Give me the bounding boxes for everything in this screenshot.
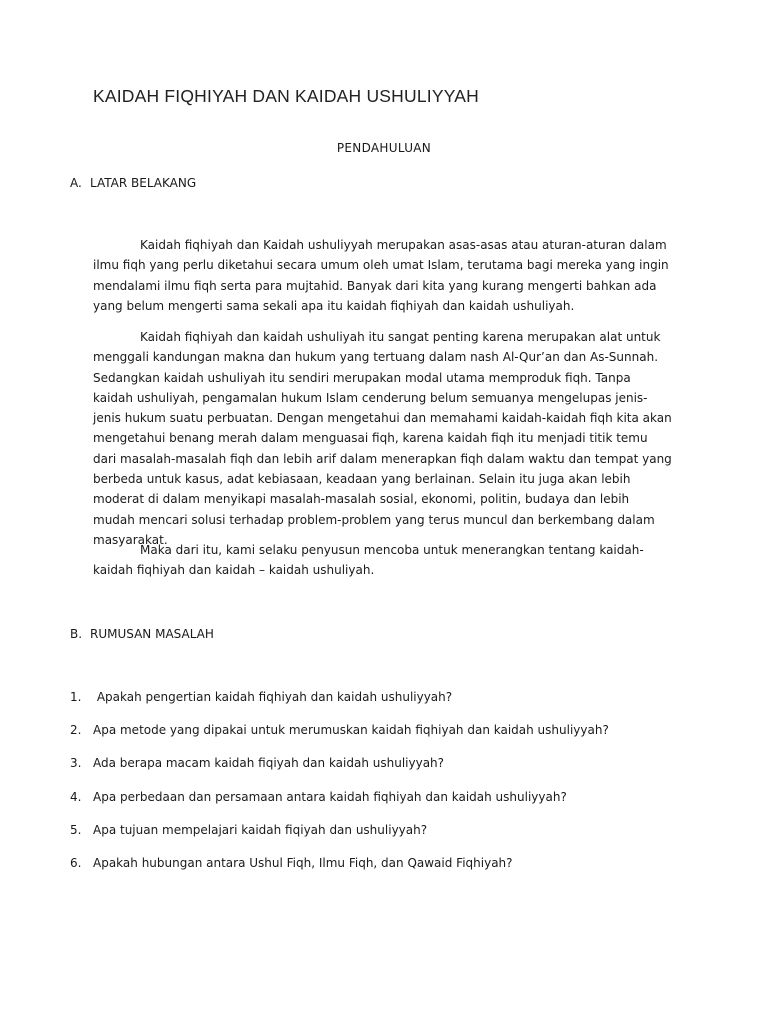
question-item bbox=[70, 790, 609, 823]
subheading-label: LATAR BELAKANG bbox=[90, 176, 197, 190]
paragraph-text: Kaidah fiqhiyah dan kaidah ushuliyah itu sangat penting karena merupakan alat untuk menggali kandungan makna dan hukum yang tertuang dalam nash Al-Qur’an dan As-Sunnah. Sedangkan kaidah ushuliyah itu sendiri merupakan modal utama memproduk fiqh. Tanpa kaidah ushuliyah, pengamalan hukum Islam cenderung belum semuanya mengelupas jenis-jenis hukum suatu perbuatan. Dengan mengetahui dan memahami kaidah-kaidah fiqh kita akan mengetahui benang merah dalam menguasai fiqh, karena kaidah fiqh itu menjadi titik temu dari masalah-masalah fiqh dan lebih arif dalam menerapkan fiqh dalam waktu dan tempat yang berbeda untuk kasus, adat kebiasaan, keadaan yang berlainan. Selain itu juga akan lebih moderat di dalam menyikapi masalah-masalah sosial, ekonomi, politin, budaya dan lebih mudah mencari solusi terhadap problem-problem yang terus muncul dan berkembang dalam masyarakat. bbox=[93, 330, 672, 547]
question-number: 5. bbox=[70, 822, 82, 837]
subheading-label: RUMUSAN MASALAH bbox=[90, 627, 214, 641]
question-list bbox=[70, 690, 609, 889]
question-item bbox=[70, 823, 609, 856]
section-heading: PENDAHULUAN bbox=[336, 141, 432, 155]
subheading-rumusan-masalah bbox=[70, 627, 214, 641]
paragraph-text: Maka dari itu, kami selaku penyusun mencoba untuk menerangkan tentang kaidah-kaidah fiqhiyah dan kaidah – kaidah ushuliyah. bbox=[93, 543, 644, 578]
document-title: KAIDAH FIQHIYAH DAN KAIDAH USHULIYYAH bbox=[93, 86, 479, 106]
paragraph-3 bbox=[93, 540, 673, 581]
question-number: 2. bbox=[70, 723, 82, 738]
paragraph-2 bbox=[93, 327, 673, 550]
question-text: Apa tujuan mempelajari kaidah fiqiyah dan ushuliyyah? bbox=[93, 822, 428, 837]
subheading-latar-belakang bbox=[70, 176, 196, 190]
paragraph-1 bbox=[93, 235, 673, 316]
question-text: Apa perbedaan dan persamaan antara kaidah fiqhiyah dan kaidah ushuliyyah? bbox=[93, 789, 567, 804]
subheading-marker: B. bbox=[70, 627, 83, 641]
question-text: Apakah hubungan antara Ushul Fiqh, Ilmu Fiqh, dan Qawaid Fiqhiyah? bbox=[93, 855, 513, 870]
question-text: Ada berapa macam kaidah fiqiyah dan kaidah ushuliyyah? bbox=[93, 756, 445, 771]
question-number: 1. bbox=[70, 690, 82, 704]
question-number: 6. bbox=[70, 855, 82, 870]
question-text: Apakah pengertian kaidah fiqhiyah dan kaidah ushuliyyah? bbox=[93, 690, 453, 704]
question-item bbox=[70, 690, 609, 723]
question-item bbox=[70, 756, 609, 789]
question-text: Apa metode yang dipakai untuk merumuskan kaidah fiqhiyah dan kaidah ushuliyyah? bbox=[93, 723, 609, 738]
question-item bbox=[70, 856, 609, 889]
question-number: 4. bbox=[70, 789, 82, 804]
question-item bbox=[70, 723, 609, 756]
subheading-marker: A. bbox=[70, 176, 82, 190]
paragraph-text: Kaidah fiqhiyah dan Kaidah ushuliyyah merupakan asas-asas atau aturan-aturan dalam ilmu fiqh yang perlu diketahui secara umum oleh umat Islam, terutama bagi mereka yang ingin mendalami ilmu fiqh serta para mujtahid. Banyak dari kita yang kurang mengerti bahkan ada yang belum mengerti sama sekali apa itu kaidah fiqhiyah dan kaidah ushuliyah. bbox=[93, 238, 669, 313]
question-number: 3. bbox=[70, 756, 82, 771]
